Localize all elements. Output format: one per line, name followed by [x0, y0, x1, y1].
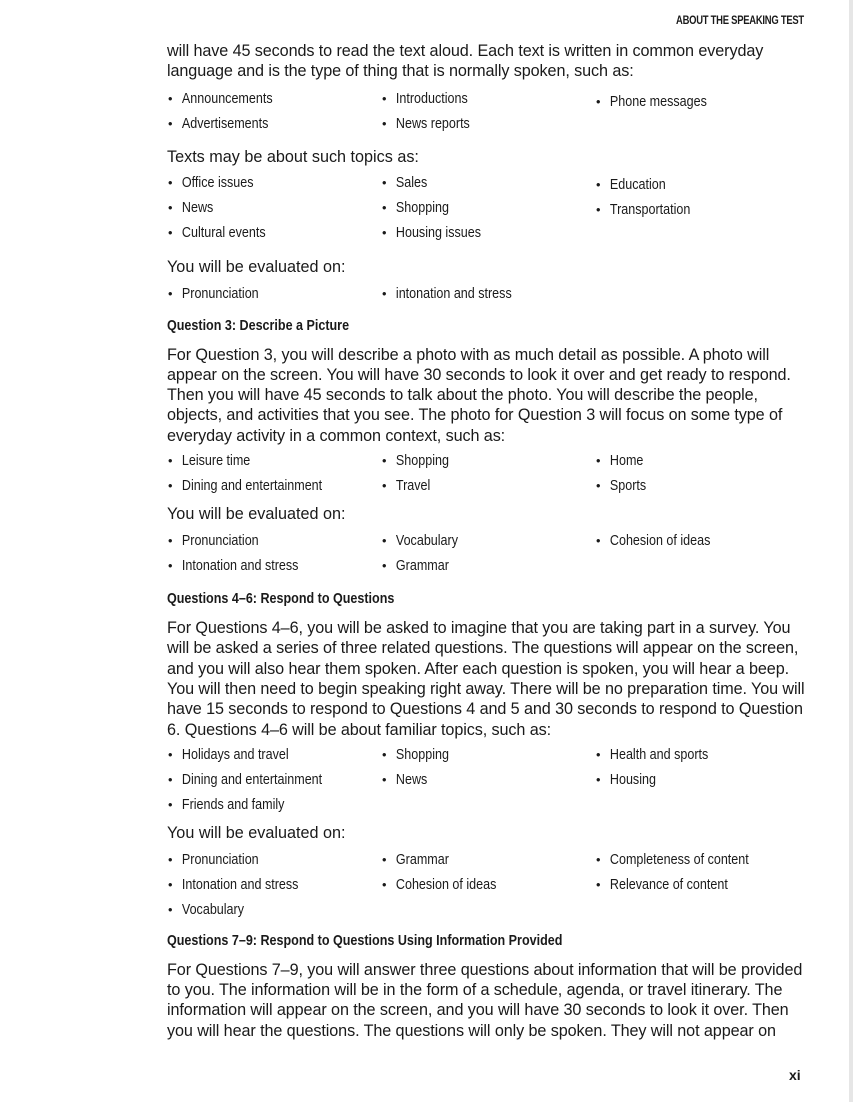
bullet-row	[167, 200, 807, 225]
bullet-item: • Leisure time	[169, 453, 250, 469]
bullet-row	[167, 747, 807, 772]
bullet-row	[167, 478, 807, 503]
bullet-row	[167, 533, 807, 558]
bullet-row	[167, 116, 807, 141]
bullet-item: • Introductions	[383, 91, 468, 107]
bullet-row	[167, 902, 807, 927]
bullet-item: • Education	[597, 177, 666, 193]
bullet-row	[167, 453, 807, 478]
bullet-item: • Shopping	[383, 200, 449, 216]
q4-6-paragraph: For Questions 4–6, you will be asked to imagine that you are taking part in a survey. You will be asked a series of three related questions. The questions will appear on the screen, and you will also hear them spoken. After each question is spoken, you will hear a beep. You will then need to begin speaking right away. There will be no preparation time. You will have 15 seconds to respond to Questions 4 and 5 and 30 seconds to respond to Question 6. Questions 4–6 will be about familiar topics, such as:	[167, 619, 805, 739]
bullet-item: • Pronunciation	[169, 533, 259, 549]
bullet-item: • Shopping	[383, 453, 449, 469]
bullet-item: • Announcements	[169, 91, 273, 107]
bullet-row	[167, 286, 807, 311]
q7-9-paragraph: For Questions 7–9, you will answer three questions about information that will be provided to you. The information will be in the form of a schedule, agenda, or travel itinerary. The information will appear on the screen, and you will have 30 seconds to look it over. Then you will hear the questions. The questions will only be spoken. They will not appear on	[167, 960, 803, 1040]
bullet-item: • Vocabulary	[383, 533, 458, 549]
bullet-item: • News	[383, 772, 427, 788]
bullet-item: • Pronunciation	[169, 852, 259, 868]
section-heading: Question 3: Describe a Picture	[167, 317, 350, 334]
page-number: xi	[789, 1067, 801, 1083]
bullet-item: • Shopping	[383, 747, 449, 763]
page-edge	[849, 0, 853, 1102]
bullet-row	[167, 558, 807, 583]
bullet-item: • Transportation	[597, 202, 690, 218]
eval-lead: You will be evaluated on:	[167, 823, 346, 842]
bullet-row	[167, 852, 807, 877]
bullet-row	[167, 797, 807, 822]
intro-paragraph: will have 45 seconds to read the text aloud. Each text is written in common everyday language and is the type of thing that is normally spoken, such as:	[167, 42, 764, 81]
running-head: ABOUT THE SPEAKING TEST	[676, 15, 804, 27]
bullet-item: • News reports	[383, 116, 470, 132]
bullet-item: • Completeness of content	[597, 852, 749, 868]
bullet-item: • Holidays and travel	[169, 747, 289, 763]
bullet-row	[167, 225, 807, 250]
eval-lead: You will be evaluated on:	[167, 505, 346, 524]
section-heading: Questions 7–9: Respond to Questions Using Information Provided	[167, 932, 563, 949]
bullet-item: • Travel	[383, 478, 430, 494]
bullet-item: • Housing issues	[383, 225, 481, 241]
bullet-item: • Intonation and stress	[169, 877, 298, 893]
section-heading: Questions 4–6: Respond to Questions	[167, 591, 395, 608]
bullet-item: • Cultural events	[169, 225, 266, 241]
bullet-item: • Advertisements	[169, 116, 268, 132]
bullet-row	[167, 877, 807, 902]
bullet-item: • Relevance of content	[597, 877, 728, 893]
bullet-item: • Dining and entertainment	[169, 772, 322, 788]
bullet-item: • Cohesion of ideas	[597, 533, 710, 549]
bullet-item: • Vocabulary	[169, 902, 244, 918]
bullet-row	[167, 175, 807, 200]
bullet-item: • Intonation and stress	[169, 558, 298, 574]
bullet-item: • Cohesion of ideas	[383, 877, 496, 893]
bullet-row	[167, 772, 807, 797]
bullet-row	[167, 91, 807, 116]
bullet-item: • Office issues	[169, 175, 254, 191]
bullet-item: • Pronunciation	[169, 286, 259, 302]
bullet-item: • News	[169, 200, 213, 216]
bullet-item: • Grammar	[383, 852, 449, 868]
eval-lead: You will be evaluated on:	[167, 257, 346, 276]
bullet-item: • Grammar	[383, 558, 449, 574]
bullet-item: • Dining and entertainment	[169, 478, 322, 494]
bullet-item: • Health and sports	[597, 747, 708, 763]
bullet-item: • intonation and stress	[383, 286, 512, 302]
bullet-item: • Friends and family	[169, 797, 284, 813]
bullet-item: • Home	[597, 453, 643, 469]
bullet-item: • Housing	[597, 772, 656, 788]
topics-lead: Texts may be about such topics as:	[167, 147, 419, 166]
page-content	[167, 41, 807, 1041]
bullet-item: • Sports	[597, 478, 646, 494]
bullet-item: • Phone messages	[597, 94, 707, 110]
q3-paragraph: For Question 3, you will describe a photo with as much detail as possible. A photo will appear on the screen. You will have 30 seconds to look it over and get ready to respond. Then you will have 45 seconds to talk about the photo. You will describe the people, objects, and activities that you see. The photo for Question 3 will focus on some type of everyday activity in a common context, such as:	[167, 345, 791, 445]
bullet-item: • Sales	[383, 175, 427, 191]
